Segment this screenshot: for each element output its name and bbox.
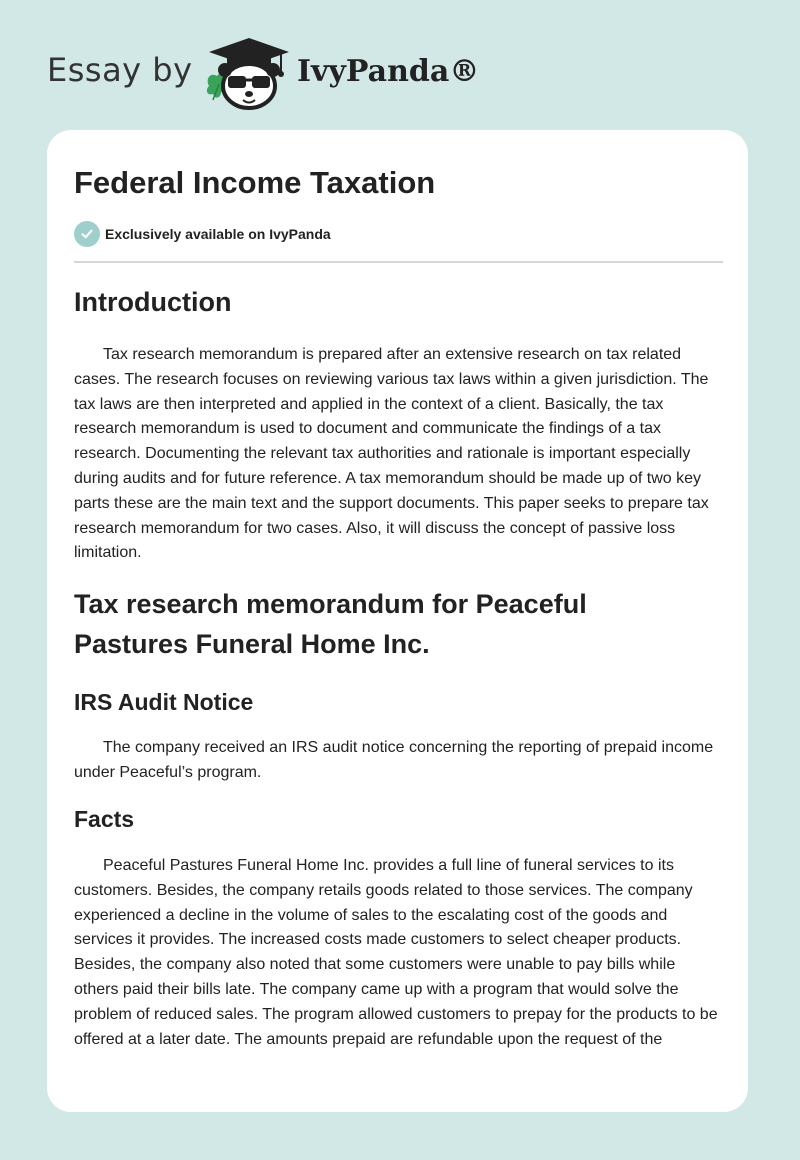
section-heading-facts: Facts bbox=[74, 806, 135, 832]
exclusive-badge-label: Exclusively available on IvyPanda bbox=[105, 226, 331, 242]
section-heading-memorandum: Tax research memorandum for Peaceful Pastures Funeral Home Inc. bbox=[74, 589, 587, 659]
site-header bbox=[47, 34, 507, 114]
exclusive-badge bbox=[74, 221, 331, 247]
check-circle-icon bbox=[74, 221, 100, 247]
section-heading-introduction: Introduction bbox=[74, 287, 232, 317]
introduction-paragraph: Tax research memorandum is prepared after an extensive research on tax related cases. The research focuses on reviewing various tax laws within a given jurisdiction. The tax laws are then interpreted and applied in the context of a client. Basically, the tax research memorandum is used to document and communicate the findings of a tax research. Documenting the relevant tax authorities and rationale is important especially during audits and for future reference. A tax memorandum should be made up of two key parts these are the main text and the support documents. This paper seeks to prepare tax research memorandum for two cases. Also, it will discuss the concept of passive loss limitation. bbox=[74, 346, 709, 562]
irs-audit-paragraph: The company received an IRS audit notice concerning the reporting of prepaid income under Peaceful’s program. bbox=[74, 739, 714, 781]
panda-graduate-icon[interactable] bbox=[203, 34, 295, 112]
page-title: Federal Income Taxation bbox=[74, 165, 436, 200]
section-heading-irs-audit: IRS Audit Notice bbox=[74, 689, 254, 715]
title-divider bbox=[74, 261, 723, 263]
brand-prefix: Essay by bbox=[47, 51, 193, 89]
brand-name[interactable]: IvyPanda® bbox=[297, 54, 480, 89]
essay-card bbox=[47, 130, 748, 1112]
facts-paragraph: Peaceful Pastures Funeral Home Inc. provides a full line of funeral services to its customers. Besides, the company retails goods related to those services. The company experienced a decline in the volume of sales to the escalating cost of the goods and services it provides. The increased costs made customers to select cheaper products. Besides, the company also noted that some customers were unable to pay bills while others paid their bills late. The company came up with a program that would solve the problem of reduced sales. The program allowed customers to prepay for the products to be offered at a later date. The amounts prepaid are refundable upon the request of the bbox=[74, 857, 718, 1048]
